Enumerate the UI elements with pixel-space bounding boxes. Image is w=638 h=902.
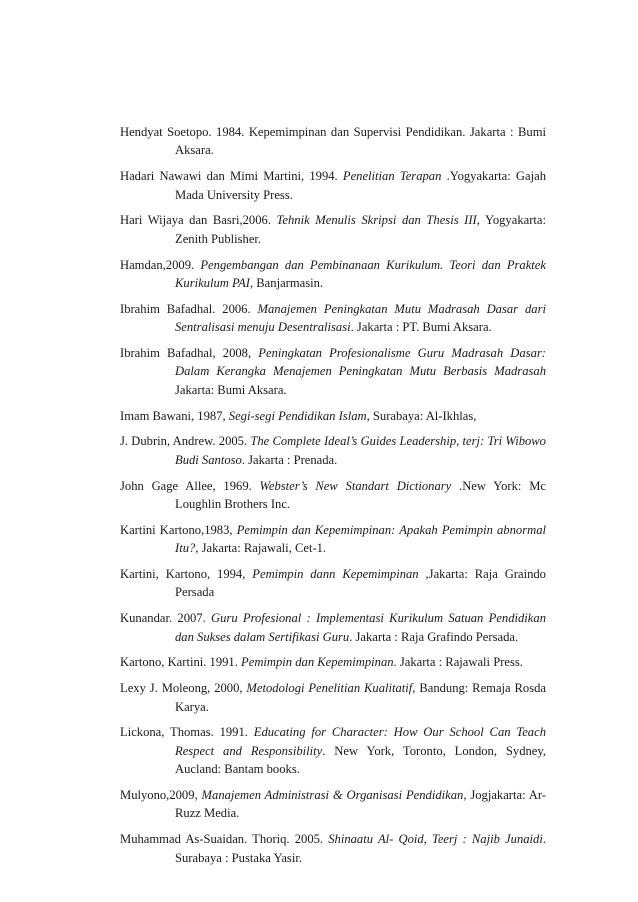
reference-title: Penelitian Terapan xyxy=(342,169,442,184)
reference-publisher: , Bandung: Remaja Rosda Karya. xyxy=(175,681,547,714)
reference-author-year: Kartini, Kartono, 1994, xyxy=(120,567,253,582)
reference-title: Educating for Character: How Our School Can Teach Respect and Responsibility xyxy=(175,725,546,758)
reference-author-year: Kartono, Kartini. 1991. xyxy=(120,655,242,670)
reference-title: Pemimpin dann Kepemimpinan xyxy=(252,567,419,582)
reference-title: Guru Profesional : Implementasi Kurikulum Satuan Pendidikan dan Sukses dalam Sertifikasi Guru xyxy=(175,611,546,644)
reference-author-year: Mulyono,2009, xyxy=(120,788,202,803)
reference-entry xyxy=(120,609,546,646)
reference-entry xyxy=(120,123,546,160)
reference-entry xyxy=(120,256,546,293)
reference-entry xyxy=(120,300,546,337)
reference-author-year: Lickona, Thomas. 1991. xyxy=(120,725,254,740)
reference-publisher: Jakarta: Rajawali, Cet-1. xyxy=(198,541,327,556)
reference-publisher: . Jakarta : PT. Bumi Aksara. xyxy=(350,320,492,335)
reference-publisher: Jakarta: Bumi Aksara. xyxy=(175,382,287,397)
reference-entry xyxy=(120,653,546,671)
reference-publisher: , Yogyakarta: Zenith Publisher. xyxy=(175,213,546,246)
reference-title: The Complete Ideal’s Guides Leadership, terj: Tri Wibowo Budi Santoso xyxy=(175,434,546,467)
reference-author-year: Hamdan,2009. xyxy=(120,257,201,272)
reference-title: Shinaatu Al- Qoid, Teerj : Najib Junaidi xyxy=(328,832,543,847)
reference-title: Segi-segi Pendidikan Islam xyxy=(228,408,367,423)
reference-publisher: . Jakarta : Prenada. xyxy=(241,452,338,467)
reference-author-year: Lexy J. Moleong, 2000, xyxy=(120,681,247,696)
reference-publisher: . Jakarta : Raja Grafindo Persada. xyxy=(349,629,519,644)
reference-list xyxy=(120,123,546,874)
reference-entry xyxy=(120,211,546,248)
reference-entry xyxy=(120,830,546,867)
reference-entry xyxy=(120,344,546,399)
reference-entry xyxy=(120,407,546,425)
reference-publisher: . Jakarta : Rajawali Press. xyxy=(393,655,523,670)
reference-entry xyxy=(120,723,546,778)
reference-title: Tehnik Menulis Skripsi dan Thesis III xyxy=(276,213,477,228)
reference-publisher: . New York, Toronto, London, Sydney, Aucland: Bantam books. xyxy=(175,743,547,777)
reference-author-year: Imam Bawani, 1987, xyxy=(120,408,229,423)
reference-author-year: Hendyat Soetopo. 1984. xyxy=(120,125,249,139)
reference-title: Peningkatan Profesionalisme Guru Madrasah Dasar: Dalam Kerangka Menajemen Peningkatan Mutu Berbasis Madrasah xyxy=(175,346,546,379)
reference-entry xyxy=(120,477,546,514)
reference-entry xyxy=(120,786,546,823)
reference-publisher: .New York: Mc Loughlin Brothers Inc. xyxy=(175,478,546,512)
reference-entry xyxy=(120,432,546,469)
reference-author-year: Hari Wijaya dan Basri,2006. xyxy=(120,213,277,228)
reference-author-year: Ibrahim Bafadhal, 2008, xyxy=(120,346,259,361)
reference-publisher: . Surabaya : Pustaka Yasir. xyxy=(175,832,546,865)
reference-publisher: .Yogyakarta: Gajah Mada University Press. xyxy=(175,169,546,202)
reference-publisher: Kepemimpinan dan Supervisi Pendidikan. Jakarta : Bumi Aksara. xyxy=(175,125,546,158)
reference-author-year: Ibrahim Bafadhal. 2006. xyxy=(120,301,258,316)
reference-title: Webster’s New Standart Dictionary xyxy=(259,478,452,493)
reference-publisher: ,Jakarta: Raja Graindo Persada xyxy=(175,567,546,600)
reference-publisher: , Banjarmasin. xyxy=(249,276,324,291)
reference-publisher: , Surabaya: Al-Ikhlas, xyxy=(366,408,477,423)
reference-entry xyxy=(120,521,546,558)
reference-entry xyxy=(120,679,546,716)
reference-author-year: John Gage Allee, 1969. xyxy=(120,478,260,493)
reference-author-year: Muhammad As-Suaidan. Thoriq. 2005. xyxy=(120,832,329,847)
reference-publisher: , Jogjakarta: Ar-Ruzz Media. xyxy=(175,788,546,821)
reference-author-year: Kunandar. 2007. xyxy=(120,611,212,626)
reference-title: Pemimpin dan Kepemimpinan: Apakah Pemimpin abnormal Itu?, xyxy=(175,522,546,556)
reference-title: Pengembangan dan Pembinanaan Kurikulum. Teori dan Praktek Kurikulum PAI xyxy=(175,257,546,291)
reference-title: Manajemen Administrasi & Organisasi Pendidikan xyxy=(201,788,464,803)
reference-title: Pemimpin dan Kepemimpinan xyxy=(241,655,394,670)
reference-entry xyxy=(120,565,546,602)
reference-author-year: Kartini Kartono,1983, xyxy=(120,522,237,537)
reference-author-year: J. Dubrin, Andrew. 2005. xyxy=(120,434,251,449)
reference-entry xyxy=(120,167,546,204)
reference-title: Manajemen Peningkatan Mutu Madrasah Dasar dari Sentralisasi menuju Desentralisasi xyxy=(175,301,546,335)
reference-author-year: Hadari Nawawi dan Mimi Martini, 1994. xyxy=(120,169,343,184)
reference-title: Metodologi Penelitian Kualitatif xyxy=(246,681,413,696)
